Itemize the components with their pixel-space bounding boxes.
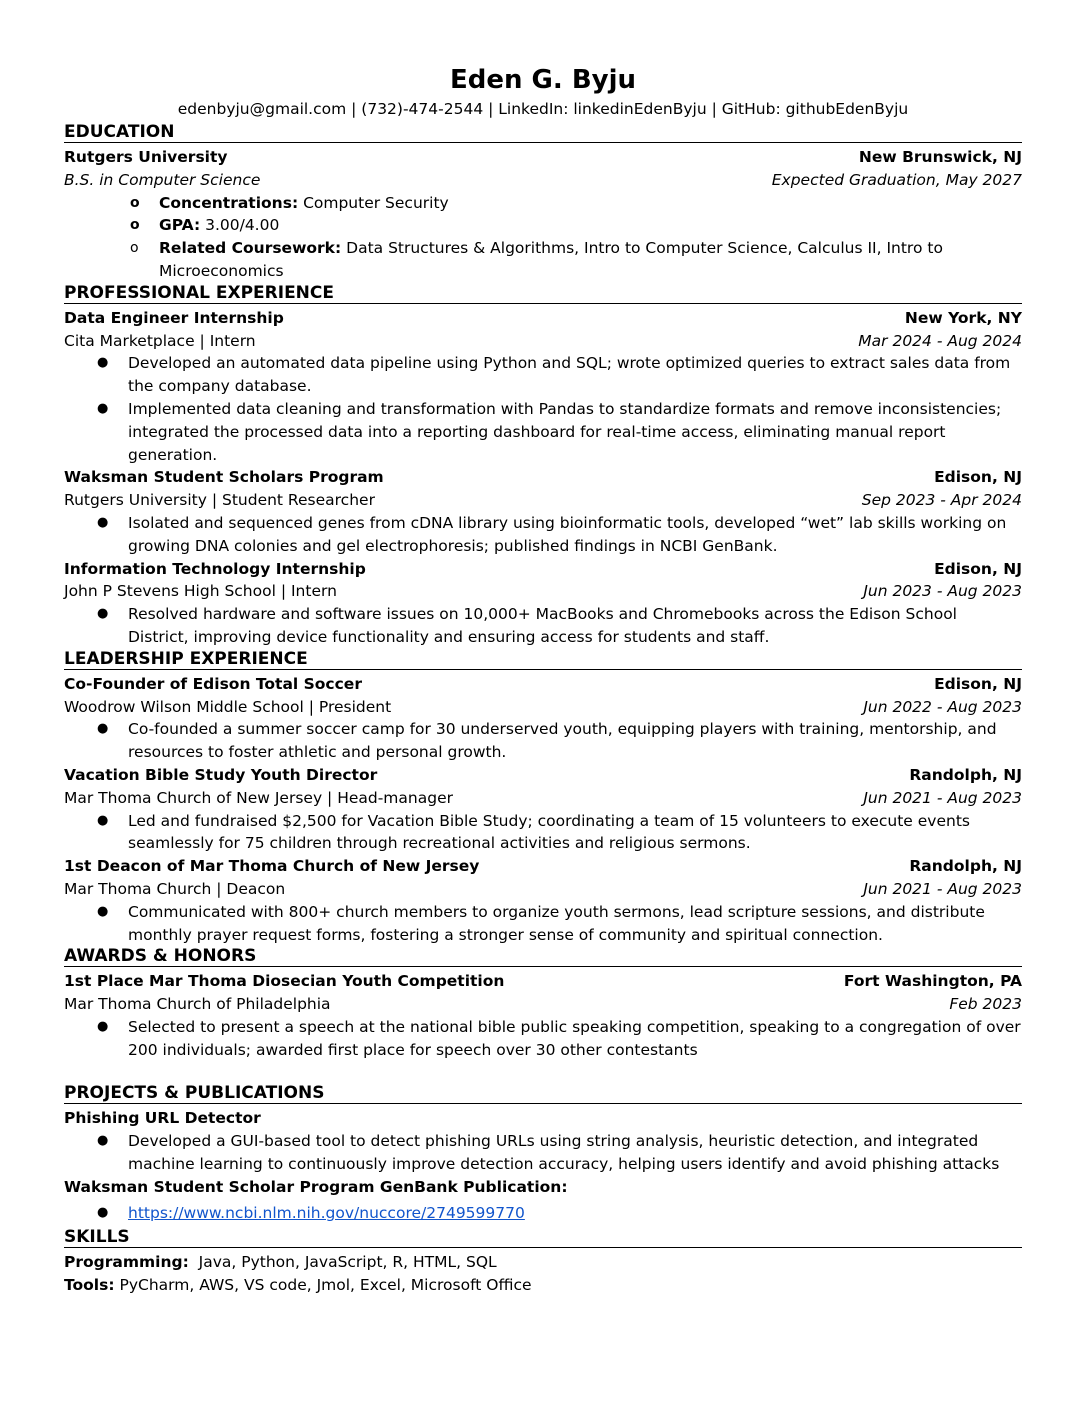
experience-entry	[64, 307, 1022, 467]
experience-entry	[64, 673, 1022, 764]
projects-section	[64, 1083, 1022, 1224]
school-name: Rutgers University	[64, 148, 228, 166]
entry-bullets	[64, 603, 1022, 649]
bullet-icon: ●	[97, 1018, 109, 1034]
section-heading-projects: PROJECTS & PUBLICATIONS	[64, 1083, 1022, 1104]
project-bullets	[64, 1202, 1022, 1225]
leadership-section	[64, 649, 1022, 947]
entry-org-line	[64, 993, 1022, 1016]
education-details	[64, 192, 1022, 283]
bullet-icon: ●	[97, 400, 109, 416]
bullet-item: ● Led and fundraised $2,500 for Vacation Bible Study; coordinating a team of 15 volunteers to execute events seamlessly for 75 children through recreational activities and religious sermons.	[97, 811, 970, 853]
entry-location: Fort Washington, PA	[843, 972, 1022, 991]
section-heading-skills: SKILLS	[64, 1227, 1022, 1248]
entry-dates: Jun 2021 - Aug 2023	[863, 788, 1022, 807]
entry-bullets	[64, 810, 1022, 856]
entry-location: Edison, NJ	[934, 674, 1022, 693]
entry-title: Vacation Bible Study Youth Director	[64, 765, 378, 784]
school-location: New Brunswick, NJ	[858, 148, 1022, 166]
entry-bullets	[64, 1016, 1022, 1062]
education-section	[64, 122, 1022, 283]
entry-dates: Mar 2024 - Aug 2024	[858, 331, 1022, 350]
experience-entry	[64, 855, 1022, 946]
entry-org: John P Stevens High School | Intern	[64, 582, 337, 601]
entry-title-line	[64, 855, 1022, 878]
entry-dates: Jun 2021 - Aug 2023	[863, 879, 1022, 898]
section-heading-awards: AWARDS & HONORS	[64, 946, 1022, 967]
bullet-icon: ●	[97, 812, 109, 828]
entry-org-line	[64, 580, 1022, 603]
entry-bullets	[64, 512, 1022, 558]
entry-dates: Feb 2023	[949, 995, 1022, 1014]
experience-entry	[64, 558, 1022, 649]
skills-programming: Programming: Java, Python, JavaScript, R, HTML, SQL	[64, 1253, 497, 1272]
entry-title: Data Engineer Internship	[64, 308, 284, 327]
entry-title: 1st Deacon of Mar Thoma Church of New Jersey	[64, 857, 480, 876]
education-detail: o Concentrations: Computer Security	[130, 193, 449, 212]
education-detail: o Related Coursework: Data Structures & Algorithms, Intro to Computer Science, Calculus II, Intro to Microeconomics	[130, 239, 943, 280]
project-bullets	[64, 1130, 1022, 1176]
bullet-item: ● Co-founded a summer soccer camp for 30 underserved youth, equipping players with training, mentorship, and resources to foster athletic and personal growth.	[97, 720, 997, 762]
entry-location: Edison, NJ	[934, 468, 1022, 487]
professional-section	[64, 283, 1022, 649]
entry-org-line	[64, 489, 1022, 512]
entry-bullets	[64, 718, 1022, 764]
bullet-icon: ●	[97, 721, 109, 737]
entry-dates: Jun 2023 - Aug 2023	[863, 582, 1022, 601]
entry-org-line	[64, 787, 1022, 810]
bullet-icon: ●	[97, 1133, 109, 1149]
entry-title: 1st Place Mar Thoma Diosecian Youth Competition	[64, 972, 505, 991]
entry-title-line	[64, 307, 1022, 330]
entry-org-line	[64, 330, 1022, 353]
entry-org: Cita Marketplace | Intern	[64, 331, 256, 350]
entry-title-line	[64, 466, 1022, 489]
bullet-item	[64, 1202, 1022, 1225]
bullet-item: ● Communicated with 800+ church members to organize youth sermons, lead scripture sessions, and distribute monthly prayer request forms, fostering a stronger sense of community and spiritual connection.	[97, 902, 985, 944]
education-detail: o GPA: 3.00/4.00	[130, 216, 280, 235]
resume-name: Eden G. Byju	[449, 65, 637, 95]
bullet-item: ● Isolated and sequenced genes from cDNA library using bioinformatic tools, developed “wet” lab skills working on growing DNA colonies and gel electrophoresis; published findings in NCBI GenBank.	[97, 513, 1007, 555]
entry-title-line	[64, 970, 1022, 993]
bullet-item: ● Developed a GUI-based tool to detect phishing URLs using string analysis, heuristic detection, and integrated machine learning to continuously improve detection accuracy, helping users identify and avoid phishing attacks	[97, 1132, 1000, 1174]
bullet-icon: ●	[97, 514, 109, 530]
bullet-item: ● Selected to present a speech at the national bible public speaking competition, speaking to a congregation of over 200 individuals; awarded first place for speech over 30 other contestants	[97, 1017, 1021, 1059]
entry-title: Waksman Student Scholars Program	[64, 468, 384, 487]
project-title: Phishing URL Detector	[64, 1109, 261, 1128]
genbank-link[interactable]: https://www.ncbi.nlm.nih.gov/nuccore/2749599770	[128, 1203, 525, 1222]
resume-page	[64, 62, 1022, 1297]
entry-title-line	[64, 558, 1022, 581]
experience-entry	[64, 970, 1022, 1061]
entry-location: Edison, NJ	[934, 559, 1022, 578]
contact-line: edenbyju@gmail.com | (732)-474-2544 | LinkedIn: linkedinEdenByju | GitHub: githubEdenByju	[177, 100, 909, 118]
entry-org-line	[64, 696, 1022, 719]
entry-location: Randolph, NJ	[909, 765, 1022, 784]
entry-location: Randolph, NJ	[909, 857, 1022, 876]
entry-bullets	[64, 352, 1022, 466]
bullet-icon: ●	[97, 903, 109, 919]
entry-title: Co-Founder of Edison Total Soccer	[64, 674, 362, 693]
bullet-icon: ●	[97, 606, 109, 622]
project-title: Waksman Student Scholar Program GenBank Publication:	[64, 1177, 568, 1196]
awards-section	[64, 946, 1022, 1061]
graduation-date: Expected Graduation, May 2027	[771, 170, 1022, 189]
entry-org: Mar Thoma Church of Philadelphia	[64, 995, 331, 1014]
entry-org: Mar Thoma Church of New Jersey | Head-manager	[64, 788, 453, 807]
skills-tools: Tools: PyCharm, AWS, VS code, Jmol, Excel, Microsoft Office	[64, 1276, 532, 1295]
degree: B.S. in Computer Science	[64, 170, 261, 189]
section-heading-professional: PROFESSIONAL EXPERIENCE	[64, 283, 1022, 304]
bullet-item: ● Developed an automated data pipeline using Python and SQL; wrote optimized queries to extract sales data from the company database.	[97, 354, 1011, 396]
entry-title: Information Technology Internship	[64, 559, 366, 578]
entry-org-line	[64, 878, 1022, 901]
skills-section	[64, 1227, 1022, 1297]
bullet-item: ● Resolved hardware and software issues on 10,000+ MacBooks and Chromebooks across the Edison School District, improving device functionality and ensuring access for students and staff.	[97, 605, 957, 646]
entry-org: Mar Thoma Church | Deacon	[64, 879, 286, 898]
experience-entry	[64, 764, 1022, 855]
experience-entry	[64, 466, 1022, 557]
entry-dates: Jun 2022 - Aug 2023	[863, 697, 1022, 716]
entry-dates: Sep 2023 - Apr 2024	[861, 491, 1022, 510]
entry-org: Rutgers University | Student Researcher	[64, 491, 375, 510]
section-heading-education: EDUCATION	[64, 122, 1022, 143]
education-degree-line	[64, 169, 1022, 192]
bullet-item: ● Implemented data cleaning and transformation with Pandas to standardize formats and remove inconsistencies; integrated the processed data into a reporting dashboard for real-time access, eliminating manual report generation.	[97, 399, 1002, 464]
bullet-icon: ●	[97, 1204, 109, 1220]
bullet-icon: ●	[97, 355, 109, 371]
entry-title-line	[64, 764, 1022, 787]
entry-title-line	[64, 673, 1022, 696]
entry-org: Woodrow Wilson Middle School | President	[64, 697, 392, 716]
entry-location: New York, NY	[904, 308, 1022, 327]
section-heading-leadership: LEADERSHIP EXPERIENCE	[64, 649, 1022, 670]
entry-bullets	[64, 901, 1022, 947]
education-school-line	[64, 146, 1022, 169]
